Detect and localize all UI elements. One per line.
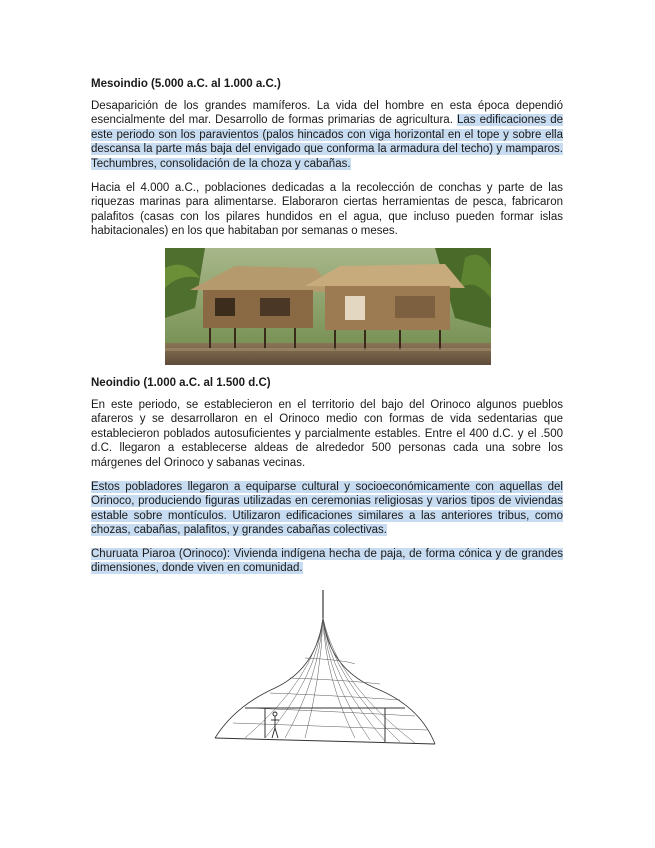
- paragraph-neoindio-1: En este periodo, se establecieron en el territorio del bajo del Orinoco algunos pueblos afareros y se desarrollaron en el Orinoco medio con formas de vida sedentarias que establecieron poblados autosuficientes y parcialmente estables. Entre el 400 d.C. y el .500 d.C. llegaron a establecerse aldeas de alrededor 500 personas cada una sobre los márgenes del Orinoco y sabanas vecinas.: [91, 399, 563, 469]
- stilt-houses-photo: [165, 248, 491, 365]
- paragraph-neoindio-2: [91, 480, 563, 538]
- paragraph-mesoindio-1-plain: Desaparición de los grandes mamíferos. La vida del hombre en esta época dependió esencialmente del mar. Desarrollo de formas primarias de agricultura.: [91, 100, 563, 127]
- churuata-drawing: [205, 588, 445, 748]
- paragraph-mesoindio-1: [91, 99, 563, 171]
- heading-neoindio: Neoindio (1.000 a.C. al 1.500 d.C): [91, 377, 271, 389]
- paragraph-churuata-highlight: Churuata Piaroa (Orinoco): Vivienda indígena hecha de paja, de forma cónica y de grandes dimensiones, donde viven en comunidad.: [91, 548, 563, 575]
- paragraph-mesoindio-1-highlight: Las edificaciones de este periodo son los paravientos (palos hincados con viga horizontal en el tope y sobre ella descansa la parte más baja del envigado que conforma la armadura del techo) y mamparos. Techumbres, consolidación de la choza y cabañas.: [91, 114, 563, 170]
- heading-mesoindio: Mesoindio (5.000 a.C. al 1.000 a.C.): [91, 78, 281, 90]
- paragraph-churuata: [91, 547, 563, 576]
- paragraph-neoindio-2-highlight: Estos pobladores llegaron a equiparse cultural y socioeconómicamente con aquellas del Orinoco, produciendo figuras utilizadas en ceremonias religiosas y varios tipos de viviendas estable sobre montículos. Utilizaron edificaciones similares a las anteriores tribus, como chozas, cabañas, palafitos, y grandes cabañas colectivas.: [91, 481, 563, 537]
- paragraph-mesoindio-2: Hacia el 4.000 a.C., poblaciones dedicadas a la recolección de conchas y parte de las riquezas marinas para alimentarse. Elaboraron ciertas herramientas de pesca, fabricaron palafitos (casas con los pilares hundidos en el agua, que incluso pueden formar islas habitacionales) en los que habitaban por semanas o meses.: [91, 182, 563, 238]
